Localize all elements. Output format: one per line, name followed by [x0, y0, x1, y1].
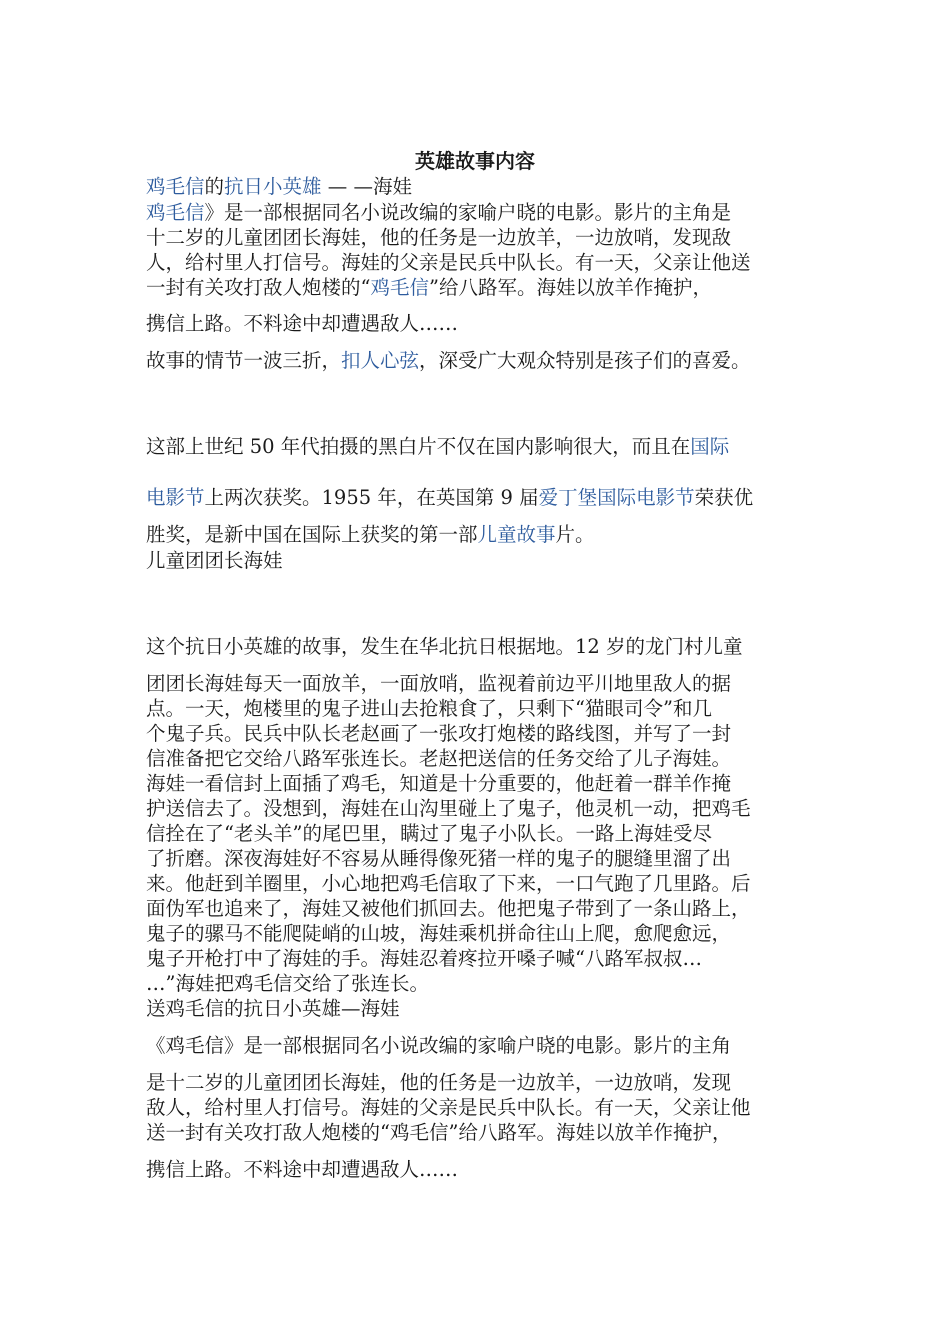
link-ertong-gushi[interactable]: 儿童故事: [477, 523, 556, 546]
p4-line: 个鬼子兵。民兵中队长老赵画了一张攻打炮楼的路线图，并写了一封: [146, 722, 732, 745]
link-jimaoxin[interactable]: 鸡毛信: [370, 276, 429, 299]
p1-line-1: 鸡毛信》是一部根据同名小说改编的家喻户晓的电影。影片的主角是: [146, 201, 732, 224]
p4-line: 点。一天，炮楼里的鬼子进山去抢粮食了，只剩下“猫眼司令”和几: [146, 697, 712, 720]
subheading-haiwa: 儿童团团长海娃: [146, 549, 283, 572]
p4-line: 这个抗日小英雄的故事，发生在华北抗日根据地。12 岁的龙门村儿童: [146, 635, 743, 658]
p3-line-1: 这部上世纪 50 年代拍摄的黑白片不仅在国内影响很大，而且在国际: [146, 435, 730, 458]
p2-line-1: 故事的情节一波三折，扣人心弦，深受广大观众特别是孩子们的喜爱。: [146, 349, 751, 372]
p1-line-3: 人，给村里人打信号。海娃的父亲是民兵中队长。有一天，父亲让他送: [146, 251, 751, 274]
p4-line: 团团长海娃每天一面放羊，一面放哨，监视着前边平川地里敌人的据: [146, 672, 732, 695]
p5-line: 《鸡毛信》是一部根据同名小说改编的家喻户晓的电影。影片的主角: [146, 1034, 732, 1057]
subheading-song-jimaoxin: 送鸡毛信的抗日小英雄—海娃: [146, 997, 400, 1020]
p1-line-5: 携信上路。不料途中却遭遇敌人……: [146, 312, 459, 335]
p4-line: …”海娃把鸡毛信交给了张连长。: [146, 972, 429, 995]
p3-line-3: 胜奖，是新中国在国际上获奖的第一部儿童故事片。: [146, 523, 595, 546]
p4-line: 了折磨。深夜海娃好不容易从睡得像死猪一样的鬼子的腿缝里溜了出: [146, 847, 732, 870]
link-guoji[interactable]: 国际: [690, 435, 730, 458]
p4-line: 护送信去了。没想到，海娃在山沟里碰上了鬼子，他灵机一动，把鸡毛: [146, 797, 751, 820]
p1-line-2: 十二岁的儿童团团长海娃，他的任务是一边放羊，一边放哨，发现敌: [146, 226, 732, 249]
p4-line: 信拴在了“老头羊”的尾巴里，瞒过了鬼子小队长。一路上海娃受尽: [146, 822, 712, 845]
link-kangri-xiaoyingxiong[interactable]: 抗日小英雄: [224, 175, 322, 198]
p4-line: 信准备把它交给八路军张连长。老赵把送信的任务交给了儿子海娃。: [146, 747, 732, 770]
link-edinburgh-film-festival[interactable]: 爱丁堡国际电影节: [538, 486, 695, 509]
document-title: 英雄故事内容: [415, 149, 535, 173]
link-dianyingjie[interactable]: 电影节: [146, 486, 205, 509]
p5-line: 携信上路。不料途中却遭遇敌人……: [146, 1158, 459, 1181]
p3-line-2: 电影节上两次获奖。1955 年，在英国第 9 届爱丁堡国际电影节荣获优: [146, 486, 754, 509]
link-jimaoxin[interactable]: 鸡毛信: [146, 201, 205, 224]
subheading-jimaoxin: 鸡毛信的抗日小英雄 — —海娃: [146, 175, 412, 198]
p5-line: 敌人，给村里人打信号。海娃的父亲是民兵中队长。有一天，父亲让他: [146, 1096, 751, 1119]
p5-line: 送一封有关攻打敌人炮楼的“鸡毛信”给八路军。海娃以放羊作掩护，: [146, 1121, 732, 1144]
p4-line: 海娃一看信封上面插了鸡毛，知道是十分重要的，他赶着一群羊作掩: [146, 772, 732, 795]
p4-line: 来。他赶到羊圈里，小心地把鸡毛信取了下来，一口气跑了几里路。后: [146, 872, 751, 895]
p1-line-4: 一封有关攻打敌人炮楼的“鸡毛信”给八路军。海娃以放羊作掩护，: [146, 276, 712, 299]
link-jimaoxin[interactable]: 鸡毛信: [146, 175, 205, 198]
p4-line: 面伪军也追来了，海娃又被他们抓回去。他把鬼子带到了一条山路上，: [146, 897, 751, 920]
link-kouren-xinxian[interactable]: 扣人心弦: [341, 349, 420, 372]
p5-line: 是十二岁的儿童团团长海娃，他的任务是一边放羊，一边放哨，发现: [146, 1071, 732, 1094]
p4-line: 鬼子的骡马不能爬陡峭的山坡，海娃乘机拼命往山上爬，愈爬愈远，: [146, 922, 732, 945]
p4-line: 鬼子开枪打中了海娃的手。海娃忍着疼拉开嗓子喊“八路军叔叔…: [146, 947, 702, 970]
